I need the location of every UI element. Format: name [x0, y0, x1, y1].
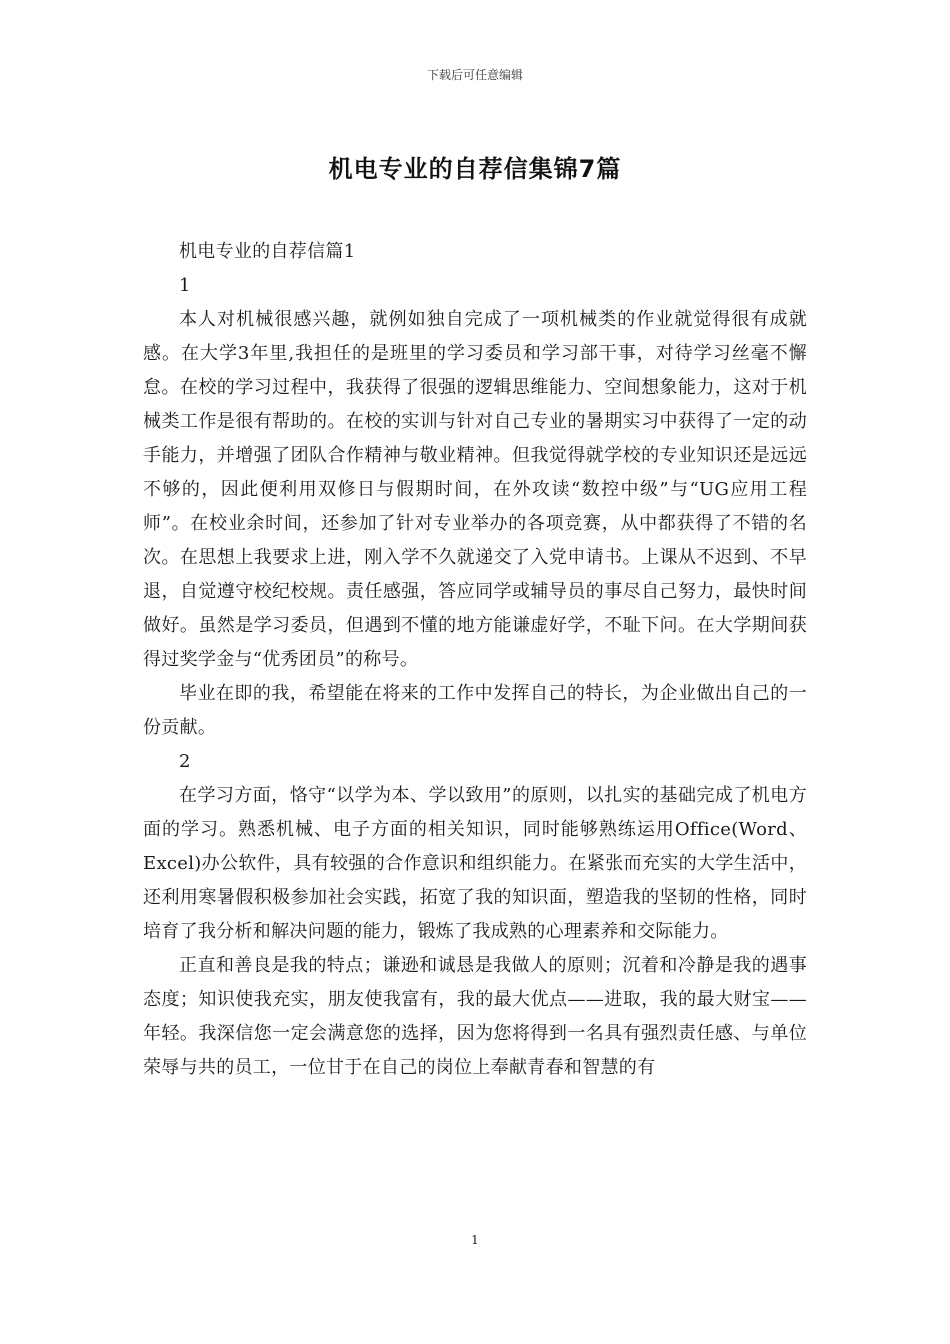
page-number: 1: [471, 1233, 479, 1247]
item-number-2: 2: [179, 751, 191, 772]
document-body: [143, 235, 807, 1085]
item-number-1: 1: [179, 275, 191, 296]
page-header: 下载后可任意编辑: [426, 68, 523, 82]
paragraph-1: 本人对机械很感兴趣，就例如独自完成了一项机械类的作业就觉得很有成就感。在大学3年里,我担任的是班里的学习委员和学习部干事，对待学习丝毫不懈怠。在校的学习过程中，我获得了很强的逻辑思维能力、空间想象能力，这对于机械类工作是很有帮助的。在校的实训与针对自己专业的暑期实习中获得了一定的动手能力，并增强了团队合作精神与敬业精神。但我觉得就学校的专业知识还是远远不够的，因此便利用双修日与假期时间，在外攻读“数控中级”与“UG应用工程师”。在校业余时间，还参加了针对专业举办的各项竞赛，从中都获得了不错的名次。在思想上我要求上进，刚入学不久就递交了入党申请书。上课从不迟到、不早退，自觉遵守校纪校规。责任感强，答应同学或辅导员的事尽自己努力，最快时间做好。虽然是学习委员，但遇到不懂的地方能谦虚好学，不耻下问。在大学期间获得过奖学金与“优秀团员”的称号。: [143, 309, 807, 670]
section-heading: 机电专业的自荐信篇1: [179, 241, 356, 262]
paragraph-3: 在学习方面，恪守“以学为本、学以致用”的原则，以扎实的基础完成了机电方面的学习。熟悉机械、电子方面的相关知识，同时能够熟练运用Office(Word、Excel)办公软件，具有较强的合作意识和组织能力。在紧张而充实的大学生活中，还利用寒暑假积极参加社会实践，拓宽了我的知识面，塑造我的坚韧的性格，同时培育了我分析和解决问题的能力，锻炼了我成熟的心理素养和交际能力。: [143, 785, 807, 942]
paragraph-2: 毕业在即的我，希望能在将来的工作中发挥自己的特长，为企业做出自己的一份贡献。: [143, 683, 807, 738]
document-title: 机电专业的自荐信集锦7篇: [328, 155, 622, 183]
paragraph-4: 正直和善良是我的特点；谦逊和诚恳是我做人的原则；沉着和冷静是我的遇事态度；知识使我充实，朋友使我富有，我的最大优点——进取，我的最大财宝——年轻。我深信您一定会满意您的选择，因为您将得到一名具有强烈责任感、与单位荣辱与共的员工，一位甘于在自己的岗位上奉献青春和智慧的有: [143, 955, 807, 1078]
